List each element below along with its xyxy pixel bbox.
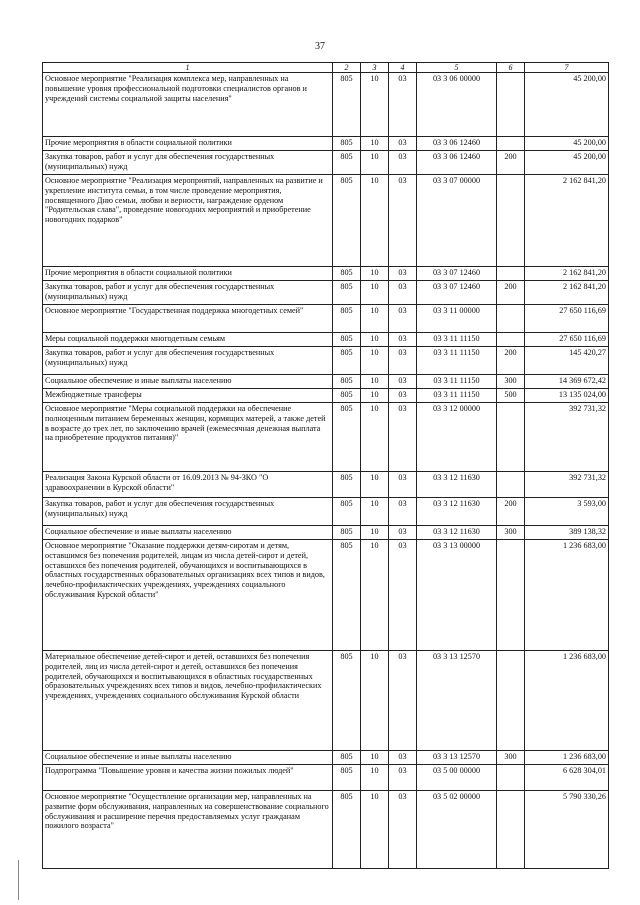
cell-admin-code: 805 xyxy=(333,151,361,175)
cell-section: 10 xyxy=(361,151,389,175)
cell-admin-code: 805 xyxy=(333,375,361,389)
cell-expense-type: 300 xyxy=(497,375,525,389)
cell-expense-type: 200 xyxy=(497,347,525,375)
cell-name: Основное мероприятие "Государственная поддержка многодетных семей" xyxy=(43,305,333,333)
cell-name: Закупка товаров, работ и услуг для обеспечения государственных (муниципальных) нужд xyxy=(43,347,333,375)
cell-name: Социальное обеспечение и иные выплаты населению xyxy=(43,526,333,540)
cell-name: Закупка товаров, работ и услуг для обеспечения государственных (муниципальных) нужд xyxy=(43,498,333,526)
table-row xyxy=(43,765,609,791)
cell-target-article: 03 3 13 12570 xyxy=(417,751,497,765)
cell-expense-type xyxy=(497,765,525,791)
cell-section: 10 xyxy=(361,498,389,526)
cell-amount: 1 236 683,00 xyxy=(525,651,609,751)
cell-subsection: 03 xyxy=(389,375,417,389)
cell-subsection: 03 xyxy=(389,765,417,791)
cell-target-article: 03 3 13 12570 xyxy=(417,651,497,751)
table-row xyxy=(43,540,609,651)
cell-subsection: 03 xyxy=(389,281,417,305)
column-header: 4 xyxy=(389,63,417,73)
cell-subsection: 03 xyxy=(389,751,417,765)
cell-subsection: 03 xyxy=(389,267,417,281)
cell-subsection: 03 xyxy=(389,540,417,651)
cell-name: Закупка товаров, работ и услуг для обеспечения государственных (муниципальных) нужд xyxy=(43,151,333,175)
cell-target-article: 03 3 06 12460 xyxy=(417,137,497,151)
cell-admin-code: 805 xyxy=(333,751,361,765)
cell-expense-type: 200 xyxy=(497,151,525,175)
cell-amount: 2 162 841,20 xyxy=(525,175,609,267)
cell-expense-type: 300 xyxy=(497,526,525,540)
cell-admin-code: 805 xyxy=(333,175,361,267)
cell-section: 10 xyxy=(361,751,389,765)
cell-target-article: 03 3 06 12460 xyxy=(417,151,497,175)
table-row xyxy=(43,526,609,540)
table-row xyxy=(43,281,609,305)
cell-amount: 392 731,32 xyxy=(525,403,609,472)
cell-name: Социальное обеспечение и иные выплаты населению xyxy=(43,751,333,765)
cell-target-article: 03 3 12 11630 xyxy=(417,472,497,498)
cell-subsection: 03 xyxy=(389,305,417,333)
cell-section: 10 xyxy=(361,540,389,651)
column-header: 2 xyxy=(333,63,361,73)
column-header: 1 xyxy=(43,63,333,73)
cell-expense-type: 200 xyxy=(497,281,525,305)
cell-section: 10 xyxy=(361,347,389,375)
cell-name: Реализация Закона Курской области от 16.09.2013 № 94-ЗКО "О здравоохранении в Курской области" xyxy=(43,472,333,498)
table-row xyxy=(43,389,609,403)
table-row xyxy=(43,175,609,267)
scan-edge-mark xyxy=(18,860,19,900)
cell-expense-type: 500 xyxy=(497,389,525,403)
cell-name: Материальное обеспечение детей-сирот и детей, оставшихся без попечения родителей, лиц из числа детей-сирот и детей, оставшихся без попечения родителей, обучающихся и воспитывающихся в областных государственных образовательных учреждениях всех типов и видов, лечебно-профилактических учреждениях, учреждениях социального обслуживания Курской области xyxy=(43,651,333,751)
cell-amount: 2 162 841,20 xyxy=(525,281,609,305)
cell-name: Меры социальной поддержки многодетным семьям xyxy=(43,333,333,347)
table-row xyxy=(43,305,609,333)
table-row xyxy=(43,791,609,869)
cell-subsection: 03 xyxy=(389,175,417,267)
column-header: 5 xyxy=(417,63,497,73)
cell-subsection: 03 xyxy=(389,347,417,375)
cell-expense-type xyxy=(497,305,525,333)
table-row xyxy=(43,347,609,375)
cell-expense-type xyxy=(497,540,525,651)
cell-target-article: 03 3 11 11150 xyxy=(417,333,497,347)
table-row xyxy=(43,498,609,526)
cell-expense-type xyxy=(497,791,525,869)
table-row xyxy=(43,651,609,751)
cell-section: 10 xyxy=(361,267,389,281)
cell-admin-code: 805 xyxy=(333,498,361,526)
cell-section: 10 xyxy=(361,526,389,540)
cell-expense-type xyxy=(497,73,525,137)
cell-expense-type xyxy=(497,175,525,267)
cell-expense-type xyxy=(497,267,525,281)
cell-admin-code: 805 xyxy=(333,281,361,305)
cell-name: Подпрограмма "Повышение уровня и качества жизни пожилых людей" xyxy=(43,765,333,791)
cell-section: 10 xyxy=(361,137,389,151)
cell-name: Прочие мероприятия в области социальной политики xyxy=(43,267,333,281)
cell-amount: 392 731,32 xyxy=(525,472,609,498)
table-row xyxy=(43,137,609,151)
cell-amount: 45 200,00 xyxy=(525,73,609,137)
cell-section: 10 xyxy=(361,765,389,791)
cell-expense-type xyxy=(497,472,525,498)
cell-target-article: 03 3 12 11630 xyxy=(417,498,497,526)
cell-amount: 45 200,00 xyxy=(525,137,609,151)
cell-subsection: 03 xyxy=(389,403,417,472)
cell-section: 10 xyxy=(361,472,389,498)
cell-target-article: 03 3 11 00000 xyxy=(417,305,497,333)
cell-admin-code: 805 xyxy=(333,540,361,651)
cell-subsection: 03 xyxy=(389,651,417,751)
cell-section: 10 xyxy=(361,375,389,389)
cell-section: 10 xyxy=(361,651,389,751)
table-row xyxy=(43,375,609,389)
cell-amount: 13 135 024,00 xyxy=(525,389,609,403)
page-number: 37 xyxy=(315,41,325,52)
cell-expense-type xyxy=(497,137,525,151)
cell-target-article: 03 3 11 11150 xyxy=(417,389,497,403)
cell-name: Закупка товаров, работ и услуг для обеспечения государственных (муниципальных) нужд xyxy=(43,281,333,305)
cell-name: Прочие мероприятия в области социальной политики xyxy=(43,137,333,151)
cell-amount: 45 200,00 xyxy=(525,151,609,175)
cell-subsection: 03 xyxy=(389,333,417,347)
cell-subsection: 03 xyxy=(389,472,417,498)
cell-section: 10 xyxy=(361,333,389,347)
cell-admin-code: 805 xyxy=(333,137,361,151)
table-row xyxy=(43,73,609,137)
cell-section: 10 xyxy=(361,175,389,267)
cell-target-article: 03 3 07 12460 xyxy=(417,267,497,281)
cell-target-article: 03 5 02 00000 xyxy=(417,791,497,869)
cell-name: Основное мероприятие "Реализация комплекса мер, направленных на повышение уровня профессиональной подготовки специалистов органов и учреждений системы социальной защиты населения" xyxy=(43,73,333,137)
cell-expense-type: 300 xyxy=(497,751,525,765)
cell-admin-code: 805 xyxy=(333,305,361,333)
cell-name: Межбюджетные трансферы xyxy=(43,389,333,403)
cell-amount: 6 628 304,01 xyxy=(525,765,609,791)
cell-expense-type xyxy=(497,403,525,472)
column-header: 3 xyxy=(361,63,389,73)
column-header: 6 xyxy=(497,63,525,73)
cell-amount: 3 593,00 xyxy=(525,498,609,526)
cell-admin-code: 805 xyxy=(333,765,361,791)
table-row xyxy=(43,751,609,765)
cell-expense-type xyxy=(497,333,525,347)
cell-target-article: 03 5 00 00000 xyxy=(417,765,497,791)
table-row xyxy=(43,267,609,281)
cell-subsection: 03 xyxy=(389,389,417,403)
cell-admin-code: 805 xyxy=(333,791,361,869)
cell-expense-type xyxy=(497,651,525,751)
cell-amount: 2 162 841,20 xyxy=(525,267,609,281)
cell-admin-code: 805 xyxy=(333,73,361,137)
cell-subsection: 03 xyxy=(389,137,417,151)
cell-admin-code: 805 xyxy=(333,526,361,540)
cell-amount: 14 369 672,42 xyxy=(525,375,609,389)
cell-target-article: 03 3 07 00000 xyxy=(417,175,497,267)
cell-expense-type: 200 xyxy=(497,498,525,526)
table-row xyxy=(43,333,609,347)
cell-amount: 1 236 683,00 xyxy=(525,540,609,651)
cell-target-article: 03 3 07 12460 xyxy=(417,281,497,305)
cell-name: Основное мероприятие "Оказание поддержки детям-сиротам и детям, оставшимся без попечения родителей, лицам из числа детей-сирот и детей, оставшихся без попечения родителей, обучающихся и воспитывающихся в областных государственных образовательных организациях всех типов и видов, лечебно-профилактических учреждениях, учреждениях социального обслуживания Курской области" xyxy=(43,540,333,651)
cell-amount: 1 236 683,00 xyxy=(525,751,609,765)
cell-amount: 389 138,32 xyxy=(525,526,609,540)
cell-admin-code: 805 xyxy=(333,347,361,375)
table-row xyxy=(43,151,609,175)
cell-subsection: 03 xyxy=(389,498,417,526)
cell-target-article: 03 3 11 11150 xyxy=(417,375,497,389)
cell-admin-code: 805 xyxy=(333,472,361,498)
cell-target-article: 03 3 12 11630 xyxy=(417,526,497,540)
cell-admin-code: 805 xyxy=(333,389,361,403)
cell-name: Основное мероприятие "Осуществление организации мер, направленных на развитие форм обслуживания, направленных на совершенствование социального обслуживания и расширение перечня предоставляемых услуг гражданам пожилого возраста" xyxy=(43,791,333,869)
cell-target-article: 03 3 13 00000 xyxy=(417,540,497,651)
cell-section: 10 xyxy=(361,305,389,333)
cell-admin-code: 805 xyxy=(333,651,361,751)
cell-amount: 27 650 116,69 xyxy=(525,305,609,333)
cell-subsection: 03 xyxy=(389,73,417,137)
cell-name: Социальное обеспечение и иные выплаты населению xyxy=(43,375,333,389)
cell-target-article: 03 3 11 11150 xyxy=(417,347,497,375)
cell-section: 10 xyxy=(361,389,389,403)
cell-amount: 145 420,27 xyxy=(525,347,609,375)
cell-amount: 5 790 330,26 xyxy=(525,791,609,869)
table-row xyxy=(43,472,609,498)
cell-section: 10 xyxy=(361,791,389,869)
table-row xyxy=(43,403,609,472)
cell-subsection: 03 xyxy=(389,526,417,540)
column-header: 7 xyxy=(525,63,609,73)
cell-section: 10 xyxy=(361,73,389,137)
cell-name: Основное мероприятие "Реализация мероприятий, направленных на развитие и укрепление института семьи, в том числе проведение мероприятия, посвященного Дню семьи, любви и верности, награждение орденом "Родительская слава", проведение новогодних мероприятий и приобретение новогодних подарков" xyxy=(43,175,333,267)
cell-section: 10 xyxy=(361,281,389,305)
cell-admin-code: 805 xyxy=(333,333,361,347)
budget-table xyxy=(42,62,609,869)
cell-section: 10 xyxy=(361,403,389,472)
cell-name: Основное мероприятие "Меры социальной поддержки на обеспечение полноценным питанием беременных женщин, кормящих матерей, а также детей в возрасте до трех лет, по заключению врачей (ежемесячная денежная выплата на приобретение продуктов питания)" xyxy=(43,403,333,472)
cell-subsection: 03 xyxy=(389,791,417,869)
cell-admin-code: 805 xyxy=(333,267,361,281)
cell-subsection: 03 xyxy=(389,151,417,175)
cell-admin-code: 805 xyxy=(333,403,361,472)
column-header-row xyxy=(43,63,609,73)
cell-target-article: 03 3 06 00000 xyxy=(417,73,497,137)
cell-amount: 27 650 116,69 xyxy=(525,333,609,347)
cell-target-article: 03 3 12 00000 xyxy=(417,403,497,472)
